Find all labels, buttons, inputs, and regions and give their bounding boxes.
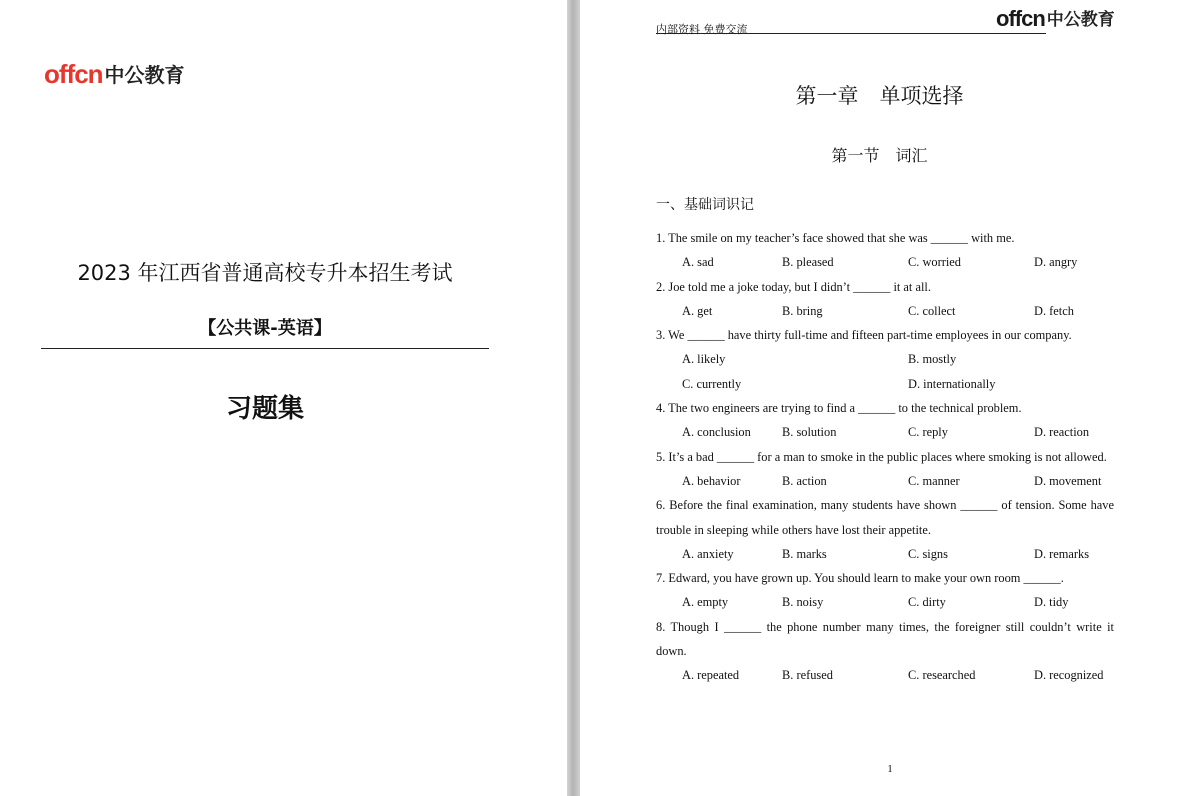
cover-page [0,0,567,796]
question-stem: 8. Though I ______ the phone number many times, the foreigner still couldn’t write it down. [656,619,1114,659]
option-a: A. conclusion [682,425,751,440]
option-b: B. mostly [908,352,957,367]
exam-title: 2023 年江西省普通高校专升本招生考试 [77,261,453,285]
option-d: D. reaction [1034,425,1090,440]
logo-chinese-name: 中公教育 [1046,10,1115,30]
option-c: C. researched [908,668,976,683]
option-d: D. remarks [1034,546,1090,561]
option-a: A. behavior [682,473,741,488]
options-row [656,420,1114,444]
content-page [580,0,1179,796]
option-d: D. movement [1034,473,1102,488]
header-divider [656,33,1046,34]
offcn-logo [996,7,1115,31]
option-c: C. currently [682,376,742,391]
section-title: 第一节 词汇 [831,146,928,165]
question-stem: 3. We ______ have thirty full-time and fifteen part-time employees in our company. [656,328,1072,343]
option-d: D. tidy [1034,595,1069,610]
option-c: C. manner [908,473,960,488]
question-list [656,226,1114,688]
question-stem: 1. The smile on my teacher’s face showed that she was ______ with me. [656,231,1015,245]
subject-label: 【公共课-英语】 [198,318,332,339]
options-row [656,542,1114,566]
book-title: 习题集 [225,394,304,424]
page-gutter [567,0,580,796]
option-a: A. anxiety [682,546,734,561]
options-row [656,347,1114,371]
option-a: A. get [682,303,713,318]
option-d: D. fetch [1034,303,1074,318]
options-row [656,469,1114,493]
option-b: B. solution [782,425,837,440]
logo-wordmark: offcn [44,59,103,89]
option-b: B. action [782,473,827,488]
logo-chinese-name: 中公教育 [104,63,185,87]
option-b: B. pleased [782,255,834,270]
part-title: 一、基础词识记 [656,197,754,213]
option-c: C. worried [908,255,961,270]
question-stem: 2. Joe told me a joke today, but I didn’t ______ it at all. [656,279,931,294]
options-row [656,372,1114,396]
option-c: C. signs [908,546,948,561]
option-b: B. marks [782,546,827,561]
option-c: C. reply [908,425,948,440]
offcn-logo [44,60,185,88]
option-a: A. sad [682,255,714,270]
option-b: B. refused [782,668,833,683]
option-a: A. likely [682,352,726,367]
option-c: C. dirty [908,595,946,610]
question-stem: 5. It’s a bad ______ for a man to smoke in the public places where smoking is not allowed. [656,449,1107,464]
question-stem: 7. Edward, you have grown up. You should learn to make your own room ______. [656,571,1064,586]
options-row [656,299,1114,323]
option-d: D. angry [1034,255,1078,270]
option-b: B. noisy [782,595,824,610]
question-stem: 6. Before the final examination, many students have shown ______ of tension. Some have trouble in sleeping while others have lost their appetite. [656,498,1114,537]
options-row [656,250,1114,274]
logo-wordmark: offcn [996,6,1045,31]
options-row [656,590,1114,614]
option-c: C. collect [908,303,956,318]
question-stem: 4. The two engineers are trying to find a ______ to the technical problem. [656,401,1022,416]
option-b: B. bring [782,303,823,318]
cover-divider [41,348,489,349]
page-number: 1 [887,763,893,775]
option-d: D. recognized [1034,668,1104,683]
options-row [656,663,1114,687]
chapter-title: 第一章 单项选择 [795,84,964,108]
option-a: A. repeated [682,668,740,683]
option-a: A. empty [682,595,729,610]
option-d: D. internationally [908,376,996,391]
header-note: 内部资料 免费交流 [656,23,748,36]
